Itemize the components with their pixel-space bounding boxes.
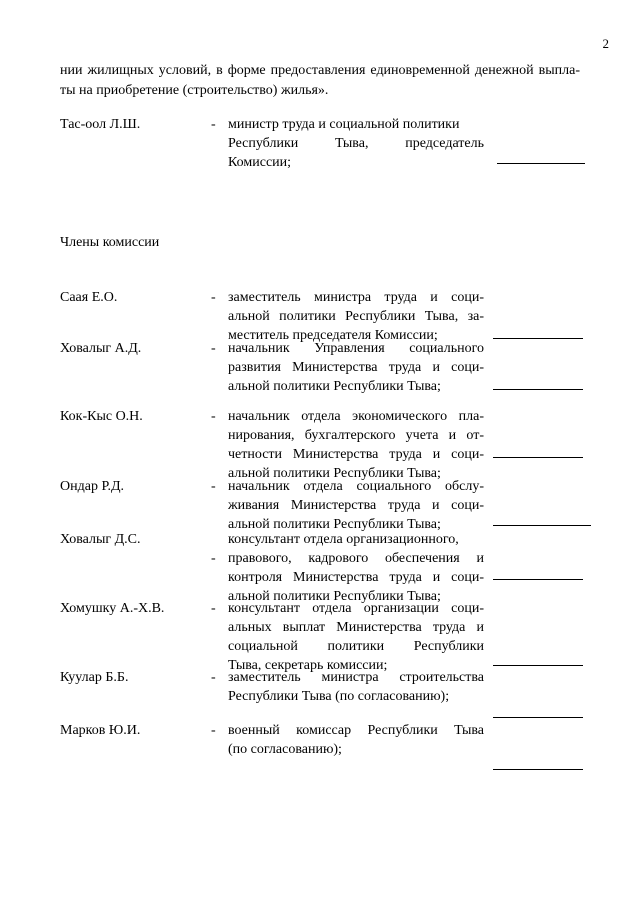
member-role <box>228 668 484 706</box>
dash: - <box>211 117 216 132</box>
role-line: социальной политики Республики <box>228 639 484 654</box>
member-name: Тас-оол Л.Ш. <box>60 117 141 132</box>
role-line: развития Министерства труда и соци- <box>228 360 484 375</box>
member-role <box>228 477 484 534</box>
role-line: меститель председателя Комиссии; <box>228 328 438 343</box>
role-line: заместитель министра строительства <box>228 670 484 685</box>
role-line: живания Министерства труда и соци- <box>228 498 484 513</box>
role-line: альной политики Республики Тыва, за- <box>228 309 484 324</box>
role-line: Республики Тыва (по согласованию); <box>228 689 450 704</box>
signature-line <box>493 525 591 526</box>
signature-line <box>493 338 583 339</box>
role-line: консультант отдела организации соци- <box>228 601 484 616</box>
intro-line-2: ты на приобретение (строительство) жилья». <box>60 83 329 98</box>
role-line: правового, кадрового обеспечения и <box>228 551 484 566</box>
role-line: нирования, бухгалтерского учета и от- <box>228 428 484 443</box>
signature-line <box>493 389 583 390</box>
role-line: Комиссии; <box>228 155 292 170</box>
signature-line <box>493 717 583 718</box>
signature-line <box>493 665 583 666</box>
dash: - <box>211 341 216 356</box>
role-line: заместитель министра труда и соци- <box>228 290 484 305</box>
dash: - <box>211 409 216 424</box>
member-name: Ховалыг А.Д. <box>60 341 142 356</box>
role-line: альных выплат Министерства труда и <box>228 620 484 635</box>
member-role <box>228 339 484 396</box>
dash: - <box>211 290 216 305</box>
signature-line <box>497 163 585 164</box>
dash: - <box>211 723 216 738</box>
member-name: Хомушку А.-Х.В. <box>60 601 165 616</box>
members-heading: Члены комиссии <box>60 235 160 250</box>
member-role <box>228 115 484 172</box>
member-role <box>228 288 484 345</box>
role-line: консультант отдела организационного, <box>228 532 459 547</box>
member-role <box>228 407 484 483</box>
role-line: Республики Тыва, председатель <box>228 136 484 151</box>
signature-line <box>493 457 583 458</box>
intro-paragraph <box>60 61 580 101</box>
role-line: Тыва, секретарь комиссии; <box>228 658 388 673</box>
role-line: министр труда и социальной политики <box>228 117 460 132</box>
role-line: начальник отдела социального обслу- <box>228 479 484 494</box>
signature-line <box>493 579 583 580</box>
member-name: Ондар Р.Д. <box>60 479 125 494</box>
member-name: Куулар Б.Б. <box>60 670 129 685</box>
role-line: начальник Управления социального <box>228 341 484 356</box>
role-line: альной политики Республики Тыва; <box>228 589 441 604</box>
role-line: (по согласованию); <box>228 742 342 757</box>
role-line: четности Министерства труда и соци- <box>228 447 484 462</box>
member-role <box>228 599 484 675</box>
dash: - <box>211 479 216 494</box>
dash: - <box>211 670 216 685</box>
role-line: военный комиссар Республики Тыва <box>228 723 484 738</box>
member-name: Ховалыг Д.С. <box>60 532 141 547</box>
member-name: Марков Ю.И. <box>60 723 141 738</box>
intro-line-1: нии жилищных условий, в форме предоставления единовременной денежной выпла- <box>60 63 580 78</box>
member-role <box>228 530 484 606</box>
dash: - <box>211 551 216 566</box>
role-line: начальник отдела экономического пла- <box>228 409 484 424</box>
role-line: альной политики Республики Тыва; <box>228 517 441 532</box>
member-role <box>228 721 484 759</box>
role-line: альной политики Республики Тыва; <box>228 379 441 394</box>
page-number: 2 <box>602 36 609 51</box>
signature-line <box>493 769 583 770</box>
member-name: Кок-Кыс О.Н. <box>60 409 143 424</box>
role-line: альной политики Республики Тыва; <box>228 466 441 481</box>
role-line: контроля Министерства труда и соци- <box>228 570 484 585</box>
dash: - <box>211 601 216 616</box>
member-name: Саая Е.О. <box>60 290 118 305</box>
